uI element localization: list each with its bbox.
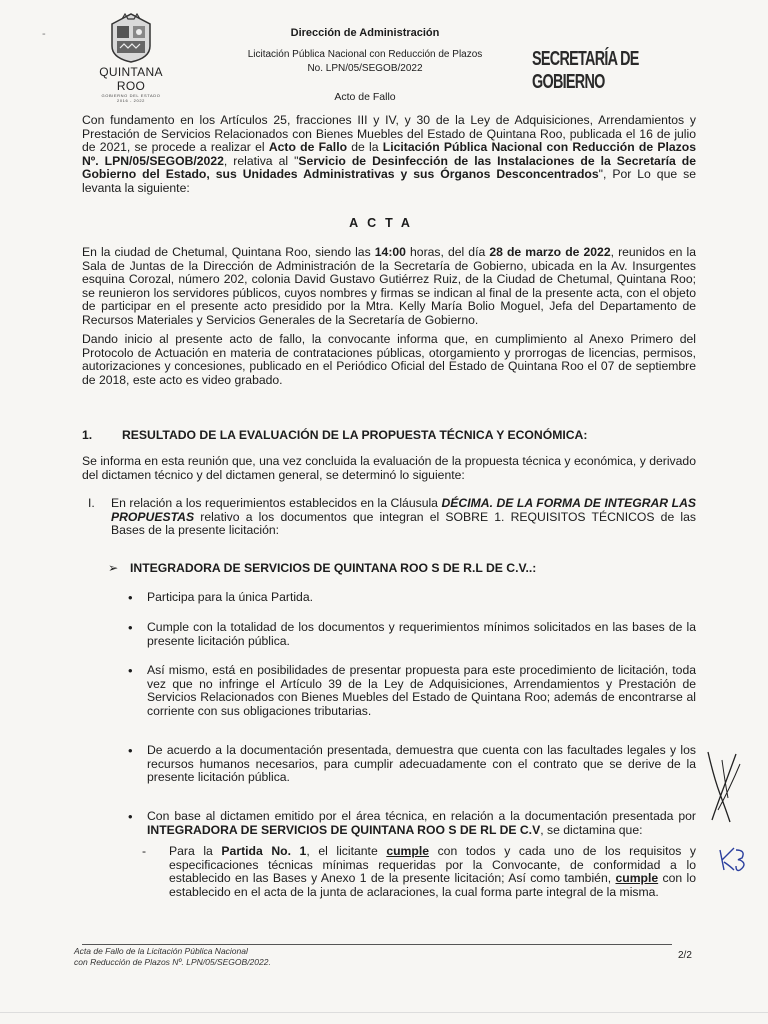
company-name: INTEGRADORA DE SERVICIOS DE QUINTANA ROO S DE R.L DE C.V..:	[130, 561, 537, 575]
evaluation-paragraph: Se informa en esta reunión que, una vez concluida la evaluación de la propuesta técnica y económica, y derivado del dictamen técnico y del dictamen general, se determinó lo siguiente:	[82, 454, 696, 482]
footer-line-2: con Reducción de Plazos Nº. LPN/05/SEGOB/2022.	[74, 957, 271, 967]
list-item: • Cumple con la totalidad de los documentos y requerimientos mínimos solicitados en las bases de la presente licitación pública.	[128, 620, 696, 648]
acta-heading: ACTA	[349, 216, 419, 230]
section-number: 1.	[82, 428, 93, 442]
bullet-icon: •	[128, 620, 133, 635]
bullet-icon: •	[128, 663, 133, 678]
logo-name: QUINTANA ROO	[99, 65, 163, 93]
list-item: • De acuerdo a la documentación presentada, demuestra que cuenta con las facultades legales y los recursos humanos necesarios, para cumplir adecuadamente con el contrato que se derive de la presente licitación pública.	[128, 743, 696, 785]
bullet-icon: •	[128, 590, 133, 605]
list-item: • Participa para la única Partida.	[128, 590, 313, 605]
bullet-icon: •	[128, 743, 133, 758]
logo-period: 2016 - 2022	[117, 98, 145, 103]
scan-edge	[0, 1012, 768, 1013]
partida-result: - Para la Partida No. 1, el licitante cumple con todos y cada uno de los requisitos y especificaciones técnicas mínimas requeridas por la Convocante, de conformidad a lo establecido en las Bases y Anexo 1 de la presente licitación; Así como también, cumple con lo establecido en el acta de la junta de aclaraciones, la cual forma parte integral de la misma.	[142, 844, 697, 899]
acto-title: Acto de Fallo	[334, 91, 396, 103]
bullet-icon: •	[128, 809, 133, 824]
direccion-title: Dirección de Administración	[290, 27, 440, 39]
footer-divider	[82, 944, 672, 945]
intro-paragraph: Con fundamento en los Artículos 25, fracciones III y IV, y 30 de la Ley de Adquisiciones, Arrendamientos y Prestación de Servicios Relacionados con Bienes Muebles del Estado de Quintana Roo, publicada el 16 de julio de 2021, se procede a realizar el Acto de Fallo de la Licitación Pública Nacional con Reducción de Plazos Nº. LPN/05/SEGOB/2022, relativa al "Servicio de Desinfección de las Instalaciones de la Secretaría de Gobierno del Estado, sus Unidades Administrativas y sus Órganos Desconcentrados", Por Lo que se levanta la siguiente:	[82, 113, 696, 195]
licitacion-line-2: No. LPN/05/SEGOB/2022	[307, 63, 423, 74]
handwritten-initials	[714, 840, 750, 876]
coat-of-arms-icon	[108, 10, 154, 64]
section-title: RESULTADO DE LA EVALUACIÓN DE LA PROPUESTA TÉCNICA Y ECONÓMICA:	[122, 428, 588, 442]
footer-line-1: Acta de Fallo de la Licitación Pública Nacional	[74, 946, 248, 956]
arrow-bullet-icon: ➢	[108, 561, 119, 575]
company-heading	[108, 561, 536, 575]
quintana-roo-logo	[86, 10, 176, 103]
list-item: • Con base al dictamen emitido por el área técnica, en relación a la documentación presentada por INTEGRADORA DE SERVICIOS DE QUINTANA ROO S DE RL DE C.V, se dictamina que:	[128, 809, 696, 837]
document-header	[230, 26, 500, 104]
meeting-paragraph: En la ciudad de Chetumal, Quintana Roo, siendo las 14:00 horas, del día 28 de marzo de 2022, reunidos en la Sala de Juntas de la Dirección de Administración de la Secretaría de Gobierno, ubicada en la Av. Insurgentes esquina Corozal, número 202, colonia David Gustavo Gutiérrez Ruiz, de la Ciudad de Chetumal, Quintana Roo; se reunieron los servidores públicos, cuyos nombres y firmas se indican al final de la presente acta, con el objeto de participar en el presente acto presidido por la Mtra. Kelly María Bolio Moguel, Jefa del Departamento de Recursos Materiales y Servicios Generales de la Secretaría de Gobierno.	[82, 245, 697, 327]
section-1-heading	[82, 428, 587, 442]
handwritten-signature	[700, 748, 750, 828]
pen-mark: -	[42, 28, 46, 40]
logo-subtitle: GOBIERNO DEL ESTADO	[101, 93, 161, 98]
list-item: • Así mismo, está en posibilidades de presentar propuesta para este procedimiento de licitación, toda vez que no infringe el Artículo 39 de la Ley de Adquisiciones, Arrendamientos y Prestación de Servicios Relacionados con Bienes Muebles del Estado de Quintana Roo; además de encontrarse al corriente con sus obligaciones tributarias.	[128, 663, 696, 718]
dash-marker: -	[142, 844, 147, 858]
secretaria-title: SECRETARÍA DE GOBIERNO	[532, 48, 639, 93]
licitacion-line-1: Licitación Pública Nacional con Reducción de Plazos	[247, 49, 483, 60]
roman-numeral: I.	[88, 496, 95, 510]
page-number: 2/2	[678, 950, 692, 961]
protocol-paragraph: Dando inicio al presente acto de fallo, la convocante informa que, en cumplimiento al Anexo Primero del Protocolo de Actuación en materia de contrataciones públicas, otorgamiento y prorrogas de licencias, permisos, autorizaciones y concesiones, publicado en el Periódico Oficial del Estado de Quintana Roo el 07 de septiembre de 2018, este acto es video grabado.	[82, 332, 696, 387]
roman-item-i: I. En relación a los requerimientos establecidos en la Cláusula DÉCIMA. DE LA FORMA DE INTEGRAR LAS PROPUESTAS relativo a los documentos que integran el SOBRE 1. REQUISITOS TÉCNICOS de las Bases de la presente licitación:	[88, 496, 697, 538]
footer	[74, 946, 271, 968]
